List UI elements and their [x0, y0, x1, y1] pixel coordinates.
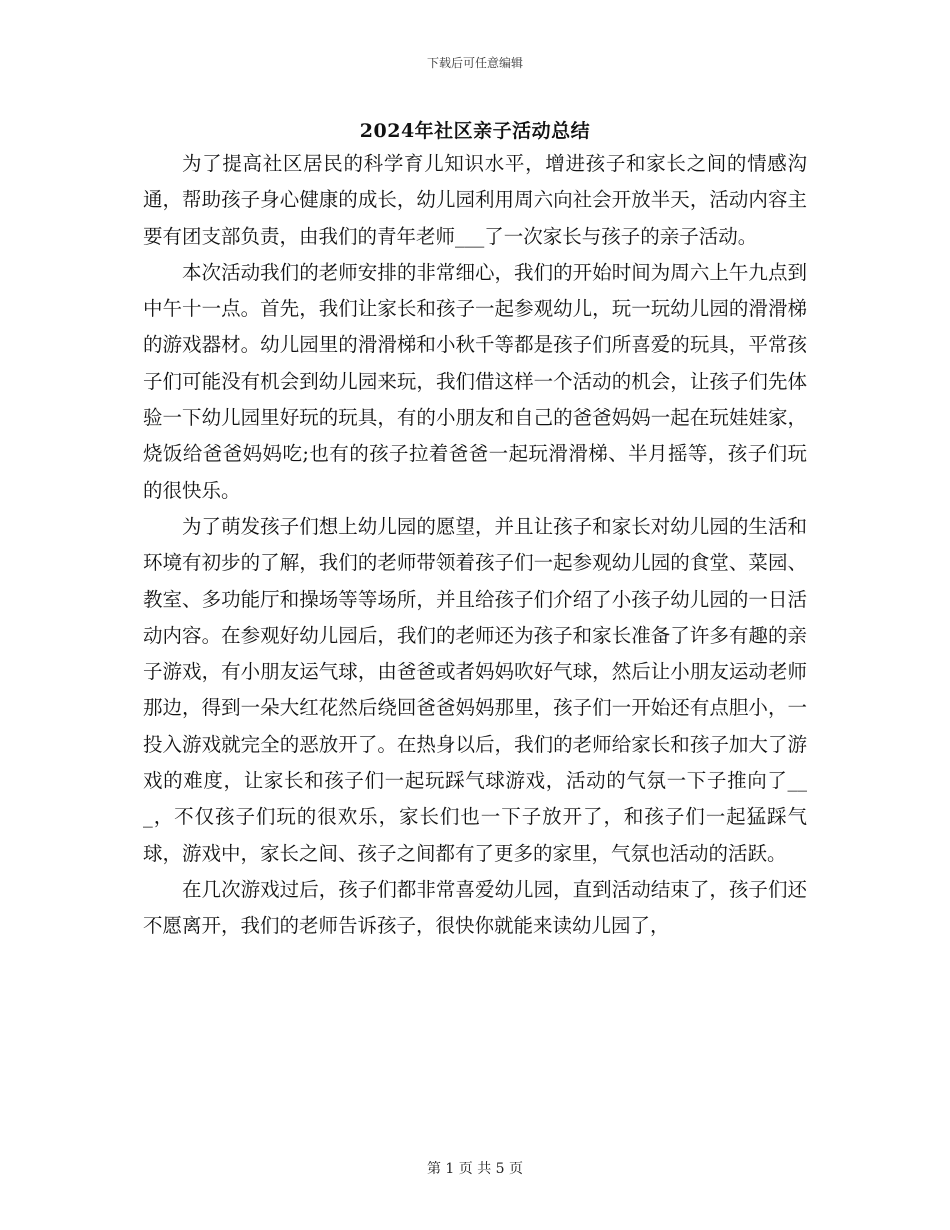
paragraph-3: 为了萌发孩子们想上幼儿园的愿望，并且让孩子和家长对幼儿园的生活和环境有初步的了解，我们的老师带领着孩子们一起参观幼儿园的食堂、菜园、教室、多功能厅和操场等等场所，并且给孩子们介绍了小孩子幼儿园的一日活动内容。在参观好幼儿园后，我们的老师还为孩子和家长准备了许多有趣的亲子游戏，有小朋友运气球，由爸爸或者妈妈吹好气球，然后让小朋友运动老师那边，得到一朵大红花然后绕回爸爸妈妈那里，孩子们一开始还有点胆小，一投入游戏就完全的恶放开了。在热身以后，我们的老师给家长和孩子加大了游戏的难度，让家长和孩子们一起玩踩气球游戏，活动的气氛一下子推向了___，不仅孩子们玩的很欢乐，家长们也一下子放开了，和孩子们一起猛踩气球，游戏中，家长之间、孩子之间都有了更多的家里，气氛也活动的活跃。 [143, 514, 807, 865]
document-body [143, 146, 807, 945]
page-number-indicator: 第 1 页 共 5 页 [426, 1161, 524, 1177]
paragraph-4: 在几次游戏过后，孩子们都非常喜爱幼儿园，直到活动结束了，孩子们还不愿离开，我们的老师告诉孩子，很快你就能来读幼儿园了， [143, 877, 807, 938]
paragraph-1: 为了提高社区居民的科学育儿知识水平，增进孩子和家长之间的情感沟通，帮助孩子身心健康的成长，幼儿园利用周六向社会开放半天，活动内容主要有团支部负责，由我们的青年老师___了一次家长与孩子的亲子活动。 [143, 152, 807, 248]
paragraph-2: 本次活动我们的老师安排的非常细心，我们的开始时间为周六上午九点到中午十一点。首先，我们让家长和孩子一起参观幼儿，玩一玩幼儿园的滑滑梯的游戏器材。幼儿园里的滑滑梯和小秋千等都是孩子们所喜爱的玩具，平常孩子们可能没有机会到幼儿园来玩，我们借这样一个活动的机会，让孩子们先体验一下幼儿园里好玩的玩具，有的小朋友和自己的爸爸妈妈一起在玩娃娃家，烧饭给爸爸妈妈吃;也有的孩子拉着爸爸一起玩滑滑梯、半月摇等，孩子们玩的很快乐。 [143, 260, 807, 502]
page-header-note: 下载后可任意编辑 [426, 56, 523, 70]
document-title: 2024年社区亲子活动总结 [359, 120, 591, 142]
